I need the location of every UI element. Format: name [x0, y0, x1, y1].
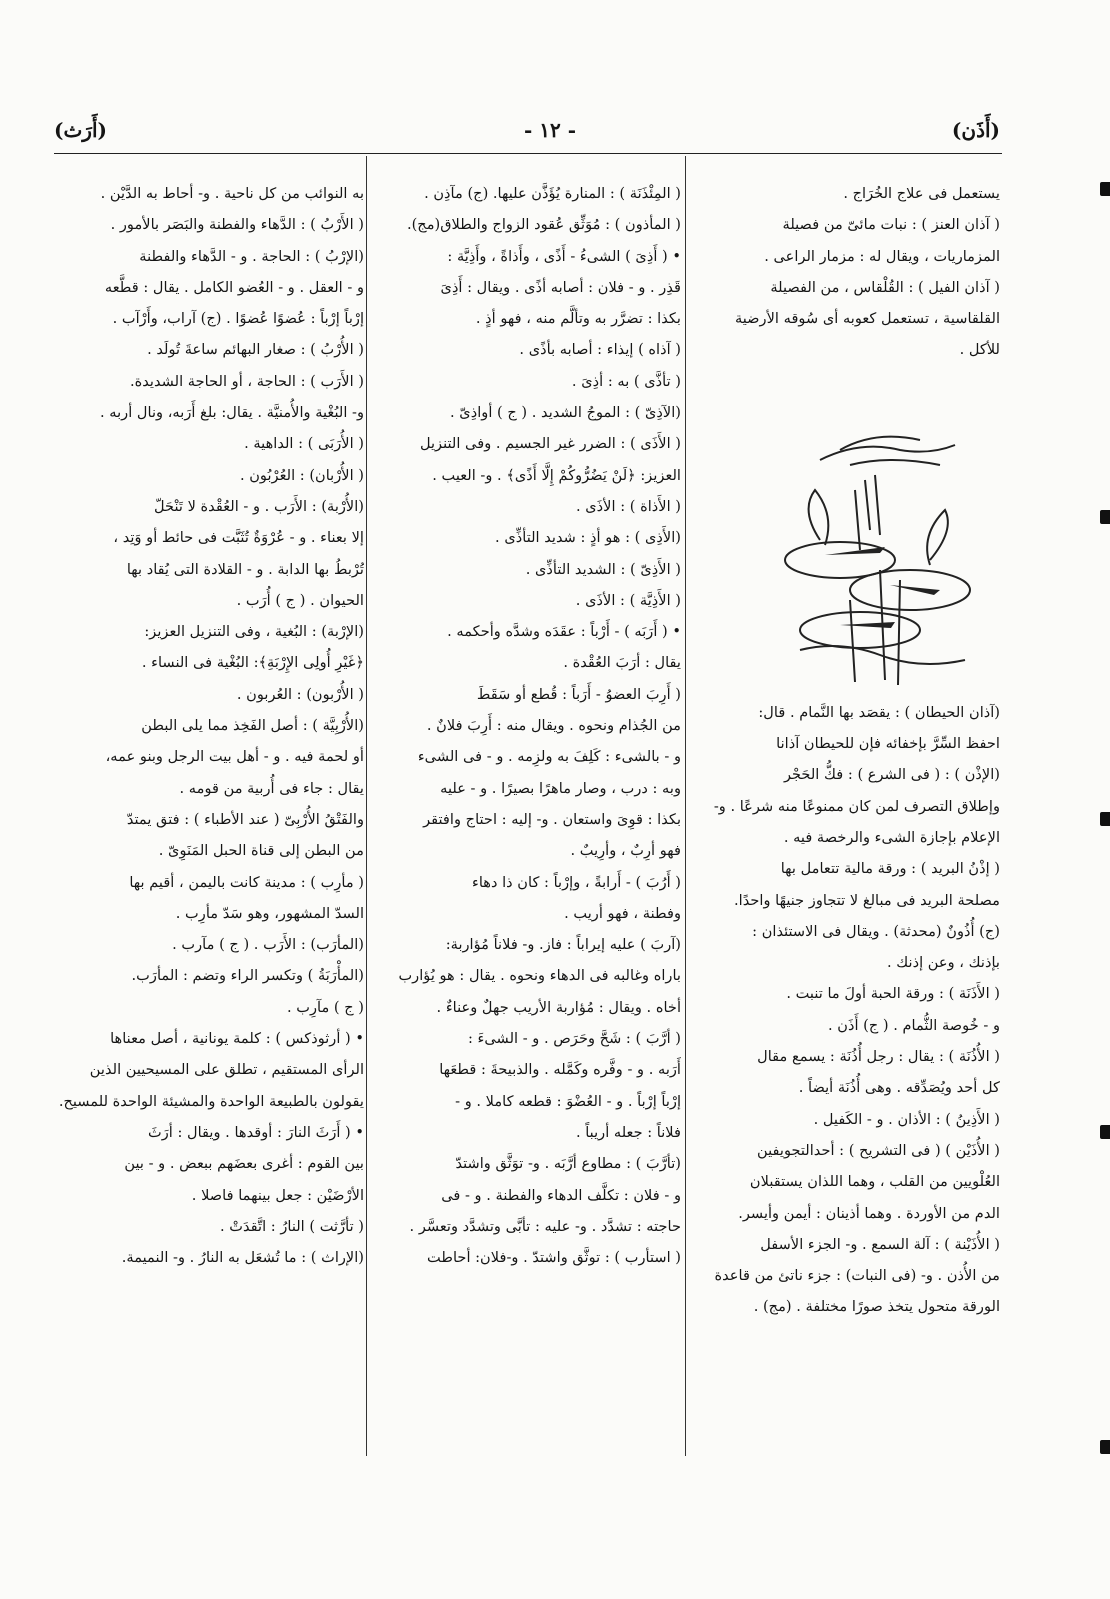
text-line: (الأَذِى ) : هو أذٍ : شديد التأذِّى . — [495, 529, 681, 547]
text-line: فلاناً : جعله أريباً . — [575, 1123, 681, 1141]
text-line: تُرْبطُ بها الدابة . و - القلادة التى يُقاد بها — [126, 560, 364, 578]
column-left-text — [54, 178, 364, 1273]
text-line: الحيوان . ( ج ) أُرَب . — [236, 591, 364, 609]
text-line: ( الأُرَبَى ) : الداهية . — [244, 435, 364, 453]
text-line: ( أَرُبَ ) - أَرابةً ، وإرْباً : كان ذا دهاء — [471, 873, 681, 891]
text-line: به النوائب من كل ناحية . و- أحاط به الدَّيْن . — [100, 185, 364, 202]
text-line: ( الأَرَب ) : الحاجة ، أو الحاجة الشديدة. — [129, 372, 364, 390]
text-line: (المأرَب) : الأَرَب . ( ج ) مآرب . — [172, 936, 364, 954]
margin-mark — [1100, 1440, 1110, 1454]
text-line: ( آذاه ) إيذاء : أصابه بأذًى . — [519, 341, 681, 359]
column-left — [54, 178, 364, 1428]
text-line: (الإراث ) : ما تُشعَل به النارُ . و- النميمة. — [121, 1249, 364, 1267]
column-right — [695, 178, 1000, 1438]
header-last-entry: (أَرَث) — [54, 118, 107, 142]
text-line: ( المأذون ) : مُوَثِّق عُقود الزواج والطلاق(مج). — [406, 216, 681, 234]
text-line: من البطن إلى قناة الحبل المَنَوِىّ . — [158, 842, 364, 860]
text-line: (تأرَّبَ ) : مطاوع أرَّبَه . و- توَثَّق واشتدّ — [455, 1155, 681, 1173]
text-line: ( الأُرْبان) : العُرْبُون . — [239, 466, 364, 484]
text-line: ( آذان العنز ) : نبات مائىّ من فصيلة — [782, 216, 1000, 234]
text-line: ( الأُذَيْن ) ( فى التشريح ) : أحدالتجويفين — [756, 1141, 1000, 1159]
margin-mark — [1100, 1125, 1110, 1139]
text-line: يقولون بالطبيعة الواحدة والمشيئة الواحدة للمسيح. — [58, 1092, 364, 1110]
text-line: قَذِر . و - فلان : أصابه أذًى . ويقال : أَذِىَ — [440, 278, 681, 296]
text-line: ( مأرِب ) : مدينة كانت باليمن ، أقيم بها — [129, 873, 364, 891]
text-line: الدم من الأوردة . وهما أذينان : أيمن وأيسر. — [738, 1204, 1000, 1222]
text-line: ( المِئْذَنَة ) : المنارة يُؤَذَّن عليها. (ج) مآذِن . — [424, 185, 681, 202]
column-middle — [376, 178, 681, 1428]
text-line: ( الأَذَنَة ) : ورقة الحبة أولَ ما تنبت . — [786, 985, 1000, 1003]
text-line: يقال : أرَبَ العُقْدة . — [563, 654, 681, 672]
text-line: مصلحة البريد فى مبالغ لا تتجاوز جنيهًا واحدًا. — [734, 891, 1000, 909]
text-line: وفطنة ، فهو أريب . — [564, 904, 681, 922]
text-line: و - فلان : تكلَّف الدهاء والفطنة . و - فى — [441, 1186, 681, 1204]
text-line: ( الأَذِيَّة ) : الأذَى . — [575, 591, 681, 609]
text-line: بإذنك ، وعن إذنك . — [886, 954, 1000, 972]
margin-mark — [1100, 182, 1110, 196]
text-line: المزماريات ، ويقال له : مزمار الراعى . — [764, 247, 1000, 265]
text-line: • ( أَرَثَ النارَ : أوقدها . ويقال : أرَثَ — [147, 1123, 364, 1141]
text-line: ( تأذَّى ) به : أذِىَ . — [571, 372, 681, 390]
text-line: أخاه . ويقال : مُؤاربة الأريب جهلٌ وعناءٌ . — [436, 998, 681, 1016]
text-line: وإطلاق التصرف لمن كان ممنوعًا منه شرعًا . و- — [713, 797, 1000, 815]
text-line: إلا بعناء . و - عُرْوَةٌ تُثَبَّت فى حائط أو وَتِد ، — [113, 529, 364, 547]
text-line: العُلْويين من القلب ، وهما اللذان يستقبلان — [749, 1173, 1000, 1191]
text-line: • ( أرثوذكس ) : كلمة يونانية ، أصل معناها — [110, 1030, 364, 1048]
text-line: ( تأرَّثت ) النارُ : اتَّقدَتْ . — [219, 1217, 364, 1235]
text-line: ( الأَذِينُ ) : الأذان . و - الكَفيل . — [813, 1110, 1000, 1128]
text-line: إرْباً إرْباً . و - العُضْوَ : قطعه كاملا . و - — [455, 1092, 681, 1110]
text-line: للأكل . — [959, 341, 1000, 359]
text-line: كل أحد ويُصَدِّقه . وهى أُذُنَة أيضاً . — [798, 1079, 1000, 1097]
text-line: الإعلام بإجازة الشىء والرخصة فيه . — [783, 828, 1000, 846]
text-line: (الآذِىّ ) : الموجُ الشديد . ( ج ) أواذِىّ . — [450, 404, 681, 422]
text-line: ( آذان الفيل ) : القُلْقاس ، من الفصيلة — [770, 278, 1000, 296]
text-line: ( الأُذَيْنة ) : آلة السمع . و- الجزء الأسفل — [760, 1235, 1000, 1253]
text-line: ﴿غَيْرِ أُولِى الإِرْبَةِ﴾: البُغْية فى النساء . — [141, 654, 364, 672]
text-line: أو لحمة فيه . و - أهل بيت الرجل وبنو عمه، — [105, 748, 364, 766]
text-line: (ج) أُذُونٌ (محدثة) . ويقال فى الاستئذان : — [752, 922, 1000, 940]
text-line: من الجُذام ونحوه . ويقال منه : أَرِبَ فلانٌ . — [426, 717, 681, 735]
text-line: ( الأَذاة ) : الأذَى . — [575, 497, 681, 515]
text-line: ( الأُرْبُ ) : صغار البهائم ساعةَ تُولَد . — [147, 341, 364, 359]
page-number: - ١٢ - — [524, 118, 577, 142]
text-line: بكذا : قوِىَ واستعان . و- إليه : احتاج وافتقر — [423, 810, 681, 828]
text-line: السدّ المشهور، وهو سَدّ مأرِب . — [175, 904, 364, 922]
text-line: ( الأُذُنَة ) : يقال : رجل أُذُنَة : يسمع مقال — [757, 1048, 1000, 1066]
text-line: (المأْرَبَةُ ) وتكسر الراء وتضم : المأرَب. — [131, 967, 364, 985]
text-line: ( أَرِبَ العضوُ - أَرَباً : قُطع أو سَقَطَ — [476, 685, 681, 703]
column-right-bottom-text — [695, 697, 1000, 1323]
margin-mark — [1100, 510, 1110, 524]
text-line: (الإرْبُ ) : الحاجة . و - الدَّهاء والفطنة — [139, 247, 364, 265]
text-line: الورقة متحول يتخذ صورًا مختلفة . (مج) . — [753, 1298, 1000, 1316]
text-line: و - خُوصة الثُّمام . ( ج) أَذَن . — [827, 1016, 1000, 1034]
text-line: و- البُغْية والأُمنيَّة . يقال: بلغ أَرَبه، ونال أربه . — [100, 404, 364, 422]
text-line: (الأُرْبِيَّة ) : أصل الفَخِذ مما يلى البطن — [141, 717, 364, 735]
water-plant-illustration-icon — [780, 420, 980, 690]
text-line: و - العقل . و - العُضو الكامل . يقال : قطَّعه — [104, 278, 364, 296]
text-line: ( إذْنُ البريد ) : ورقة مالية تتعامل بها — [780, 860, 1000, 878]
text-line: احفظ السِّرَّ بإخفائه فإن للحيطان آذانا — [776, 735, 1000, 753]
text-line: أَرَبه . و - وفَّره وكَمَّله . والذبيحةَ : قطعَها — [439, 1061, 681, 1079]
text-line: الرأى المستقيم ، تطلق على المسيحيين الذين — [89, 1061, 364, 1079]
text-line: ( الأَرْبُ ) : الدَّهاء والفطنة والبَصَر بالأمور . — [110, 216, 364, 234]
text-line: والفَتْقُ الأُرْبِىّ ( عند الأطباء ) : فتق يمتدّ — [126, 810, 364, 828]
text-line: العزيز: ﴿لَنْ يَضُرُّوكُمْ إِلَّا أَذًى﴾ . و- العيب . — [432, 466, 681, 484]
column-right-top-text — [695, 178, 1000, 366]
text-line: بين القوم : أغرى بعضَهم ببعض . و - بين — [124, 1155, 364, 1173]
column-divider-right — [685, 156, 686, 1456]
text-line: يستعمل فى علاج الخُرَاج . — [843, 185, 1000, 202]
text-line: القلقاسية ، تستعمل كعوبه أى سُوقه الأرضية — [734, 310, 1000, 328]
text-line: وبه : درب ، وصار ماهرًا بصيرًا . و - عليه — [440, 779, 681, 797]
text-line: إرْباً إرْباً : عُضوًا عُضوًا . (ج) آراب، وأَرْآب . — [112, 310, 364, 328]
text-line: الأرْضَيْن : جعل بينهما فاصلا . — [191, 1186, 364, 1204]
column-divider-left — [366, 156, 367, 1456]
text-line: ( الأَذَى ) : الضرر غير الجسيم . وفى التنزيل — [419, 435, 681, 453]
text-line: فهو أرِبٌ ، وأرِيبٌ . — [570, 842, 681, 860]
text-line: (الإرْبة) : البُغية ، وفى التنزيل العزيز: — [144, 623, 364, 641]
text-line: (آربَ ) عليه إيراباً : فاز. و- فلاناً مُؤاربة: — [445, 936, 681, 954]
text-line: ( ج ) مآرِب . — [286, 998, 364, 1016]
text-line: حاجته : تشدَّد . و- عليه : تأبَّى وتشدَّد وتعسَّر . — [409, 1217, 681, 1235]
text-line: يقال : جاء فى أُربية من قومه . — [179, 779, 364, 797]
margin-mark — [1100, 812, 1110, 826]
text-line: • ( أَرَبَه ) - أَرْباً : عقَدَه وشدَّه وأحكمه . — [447, 623, 681, 641]
text-line: ( الأُرْبون) : العُربون . — [236, 685, 364, 703]
text-line: (الأُرْبة) : الأَرَب . و - العُقْدة لا تَنْحَلّ — [154, 497, 364, 515]
text-line: ( استأرب ) : توثَّق واشتدّ . و-فلان: أحاطت — [427, 1249, 681, 1267]
text-line: بكذا : تضرَّر به وتألَّم منه ، فهو أذٍ . — [475, 310, 681, 328]
text-line: (آذان الحيطان ) : يقصَد بها النَّمام . قال: — [758, 703, 1000, 721]
text-line: ( أرَّبَ ) : شَحَّ وحَرَص . و - الشىءَ : — [467, 1030, 681, 1048]
header-rule — [54, 153, 1002, 154]
text-line: • ( أَذِىَ ) الشىءُ - أَذًى ، وأَذاةً ، وأَذِيَّة : — [447, 247, 681, 265]
column-middle-text — [376, 178, 681, 1273]
header-first-entry: (أَذَن) — [951, 118, 1000, 142]
text-line: باراه وغالبه فى الدهاء ونحوه . يقال : هو يُؤارب — [398, 967, 681, 985]
text-line: (الإذْن ) : ( فى الشرع ) : فكُّ الحَجْر — [783, 766, 1000, 784]
page-header — [54, 118, 1000, 152]
text-line: و - بالشىء : كَلِفَ به ولزِمه . و - فى الشىء — [417, 748, 681, 766]
text-line: ( الأَذِىّ ) : الشديد التأذِّى . — [525, 560, 681, 578]
text-line: من الأُذن . و- (فى النبات) : جزء ناتئ من قاعدة — [714, 1267, 1000, 1285]
